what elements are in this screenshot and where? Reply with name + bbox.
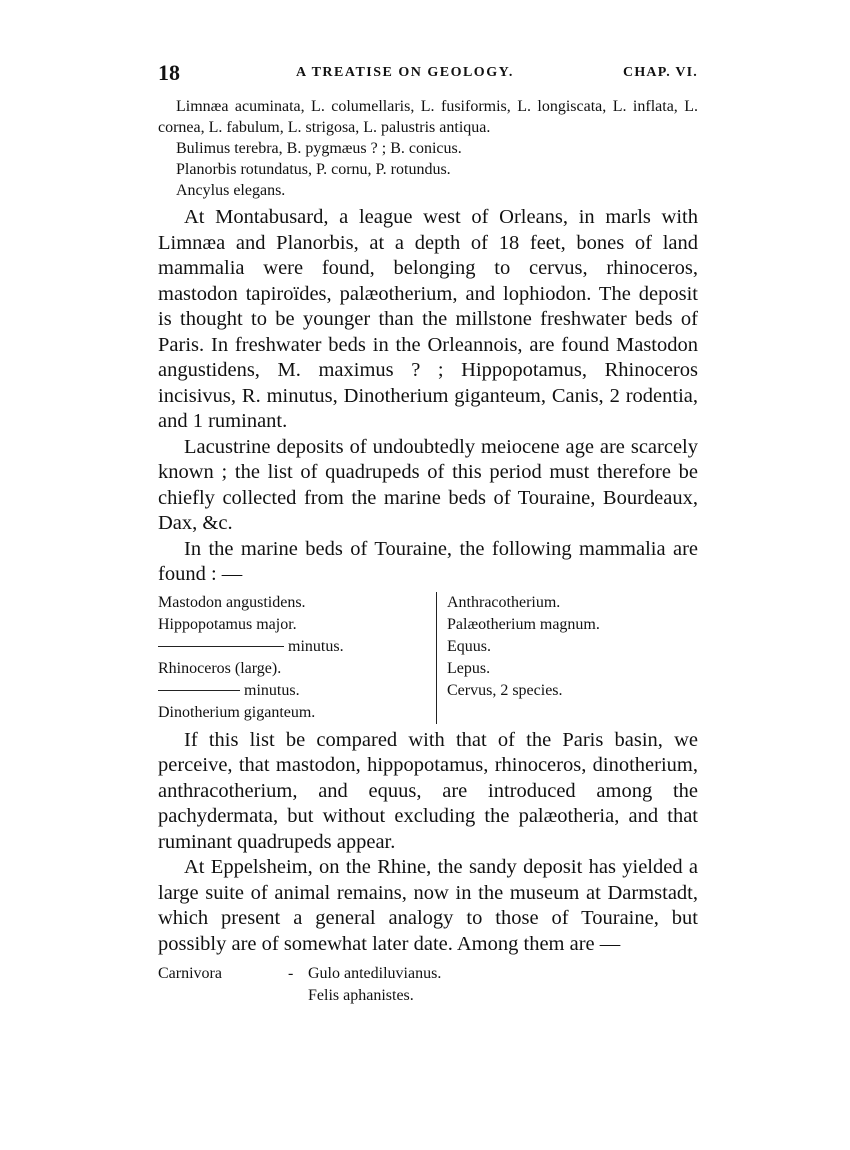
mammalia-name: Hippopotamus major. [158, 615, 297, 633]
carnivora-name: Gulo antediluvianus. [308, 965, 442, 982]
mammalia-right-item: Lepus. [447, 659, 491, 677]
ditto-dash [158, 646, 284, 647]
paragraph-comparison: If this list be compared with that of the Paris basin, we perceive, that mastodon, hippopotamus, rhinoceros, dinotherium, anthracotherium, and equus, are introduced among the pachydermata, but without excluding the palæotheria, and that ruminant quadrupeds appear. [158, 728, 698, 853]
species-entry: Ancylus elegans. [176, 182, 286, 199]
species-entry: Planorbis rotundatus, P. cornu, P. rotundus. [176, 161, 451, 178]
mammalia-right-item: Anthracotherium. [447, 593, 561, 611]
carnivora-list [158, 963, 698, 1007]
mammalia-left-item [158, 658, 426, 680]
running-title: A TREATISE ON GEOLOGY. [296, 65, 514, 80]
species-list [158, 96, 698, 201]
mammalia-right-item: Cervus, 2 species. [447, 681, 563, 699]
species-entry: Limnæa acuminata, L. columellaris, L. fusiformis, L. longiscata, L. inflata, L. cornea, L. fabulum, L. strigosa, L. palustris antiqua. [158, 98, 698, 136]
paragraph-montabusard: At Montabusard, a league west of Orleans, in marls with Limnæa and Planorbis, at a depth of 18 feet, bones of land mammalia were found, belonging to cervus, rhinoceros, mastodon tapiroïdes, palæotherium, and lophiodon. The deposit is thought to be younger than the millstone freshwater beds of Paris. In freshwater beds in the Orleannois, are found Mastodon angustidens, M. maximus ? ; Hippopotamus, Rhinoceros incisivus, R. minutus, Dinotherium giganteum, Canis, 2 rodentia, and 1 ruminant. [158, 206, 698, 432]
mammalia-name: minutus. [244, 681, 300, 699]
book-page [158, 60, 698, 1007]
mammalia-left-item [158, 592, 426, 614]
mammalia-name: Dinotherium giganteum. [158, 703, 316, 721]
mammalia-left-item [158, 636, 426, 658]
chapter-label: CHAP. VI. [623, 65, 698, 80]
mammalia-left-item [158, 614, 426, 636]
mammalia-left-column [158, 592, 437, 724]
ditto-dash [158, 690, 240, 691]
mammalia-left-item [158, 680, 426, 702]
paragraph-lacustrine: Lacustrine deposits of undoubtedly meiocene age are scarcely known ; the list of quadrupeds of this period must therefore be chiefly collected from the marine beds of Touraine, Bourdeaux, Dax, &c. [158, 435, 698, 534]
mammalia-right-item: Palæotherium magnum. [447, 615, 600, 633]
species-entry: Bulimus terebra, B. pygmæus ? ; B. conicus. [176, 140, 462, 157]
page-number: 18 [158, 60, 180, 85]
mammalia-right-item: Equus. [447, 637, 491, 655]
carnivora-label: Carnivora [158, 965, 222, 982]
mammalia-table [158, 592, 698, 724]
mammalia-right-column [437, 592, 600, 724]
mammalia-left-item [158, 702, 426, 724]
carnivora-name: Felis aphanistes. [308, 987, 414, 1004]
carnivora-separator: - [288, 965, 294, 982]
mammalia-name: minutus. [288, 637, 344, 655]
page-header [158, 60, 698, 86]
paragraph-touraine-intro: In the marine beds of Touraine, the following mammalia are found : — [158, 537, 698, 585]
paragraph-eppelsheim: At Eppelsheim, on the Rhine, the sandy deposit has yielded a large suite of animal remains, now in the museum at Darmstadt, which present a general analogy to those of Touraine, but possibly are of somewhat later date. Among them are — [158, 856, 698, 955]
carnivora-names [308, 963, 441, 1007]
mammalia-name: Rhinoceros (large). [158, 659, 282, 677]
mammalia-name: Mastodon angustidens. [158, 593, 306, 611]
